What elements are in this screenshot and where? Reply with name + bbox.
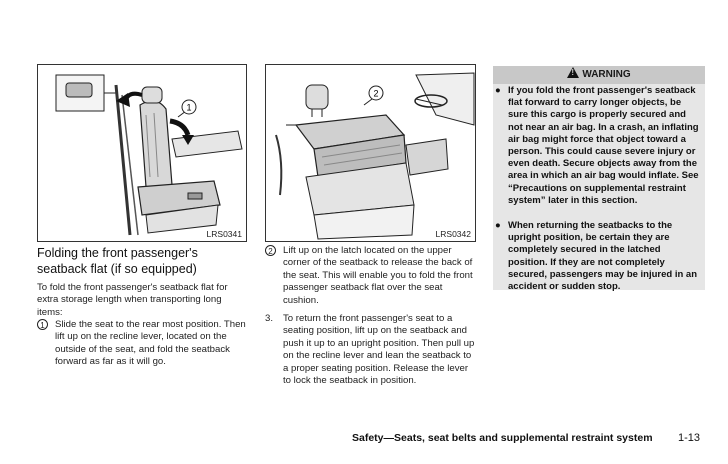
bullet-icon: ● bbox=[495, 85, 501, 96]
step-number: 2 bbox=[265, 245, 276, 256]
warning-body bbox=[493, 84, 705, 293]
seatback-latch-illustration bbox=[266, 65, 475, 241]
warning-bullet-text: When returning the seatbacks to the upright position, be certain they are completely secured in the latched position. If they are not completely secured, passengers may be injured in an accident or sudden stop. bbox=[508, 220, 698, 293]
step-1 bbox=[37, 319, 249, 379]
warning-header bbox=[493, 66, 705, 84]
figure-code: LRS0342 bbox=[435, 229, 471, 239]
warning-bullet bbox=[495, 220, 702, 293]
warning-title: WARNING bbox=[582, 69, 631, 80]
footer-section-title: Safety—Seats, seat belts and supplemental restraint system bbox=[352, 432, 653, 444]
callout-1: 1 bbox=[186, 102, 192, 113]
callout-2: 2 bbox=[373, 88, 379, 99]
step-2 bbox=[265, 245, 477, 305]
step-3 bbox=[265, 313, 477, 393]
intro-paragraph: To fold the front passenger's seatback flat for extra storage length when transporting long items: bbox=[37, 282, 228, 318]
warning-bullet bbox=[495, 85, 702, 219]
figure-code: LRS0341 bbox=[206, 229, 242, 239]
figure-seatback-latch bbox=[265, 64, 476, 242]
step-text: Slide the seat to the rear most position. Then lift up on the recline lever, located on the outside of the seat, and fold the seatback forward as far as it will go. bbox=[55, 319, 246, 368]
seat-recline-illustration bbox=[38, 65, 246, 241]
step-number: 1 bbox=[37, 319, 48, 330]
figure-seat-recline bbox=[37, 64, 247, 242]
warning-triangle-icon bbox=[567, 67, 579, 78]
page-number: 1-13 bbox=[678, 432, 701, 444]
warning-bullet-text: If you fold the front passenger's seatback flat forward to carry longer objects, be sure this cargo is properly secured and not near an air bag. In a crash, an inflating air bag might force that object toward a person. This could cause severe injury or even death. Secure objects away from the area in which an air bag would inflate. See “Precautions on supplemental restraint system” later in this section. bbox=[508, 85, 699, 206]
step-number: 3. bbox=[265, 313, 274, 324]
step-text: To return the front passenger's seat to a seating position, lift up on the seatback and push it up to an upright position. Then pull up on the recline lever and lean the seatback to a proper seating position. Release the lever to lock the seatback in position. bbox=[283, 313, 475, 387]
section-heading: Folding the front passenger's seatback flat (if so equipped) bbox=[37, 246, 198, 276]
bullet-icon: ● bbox=[495, 220, 501, 231]
step-text: Lift up on the latch located on the upper corner of the seatback to release the back of the seat. This will enable you to fold the front passenger seatback flat over the seat cushion. bbox=[283, 245, 473, 306]
